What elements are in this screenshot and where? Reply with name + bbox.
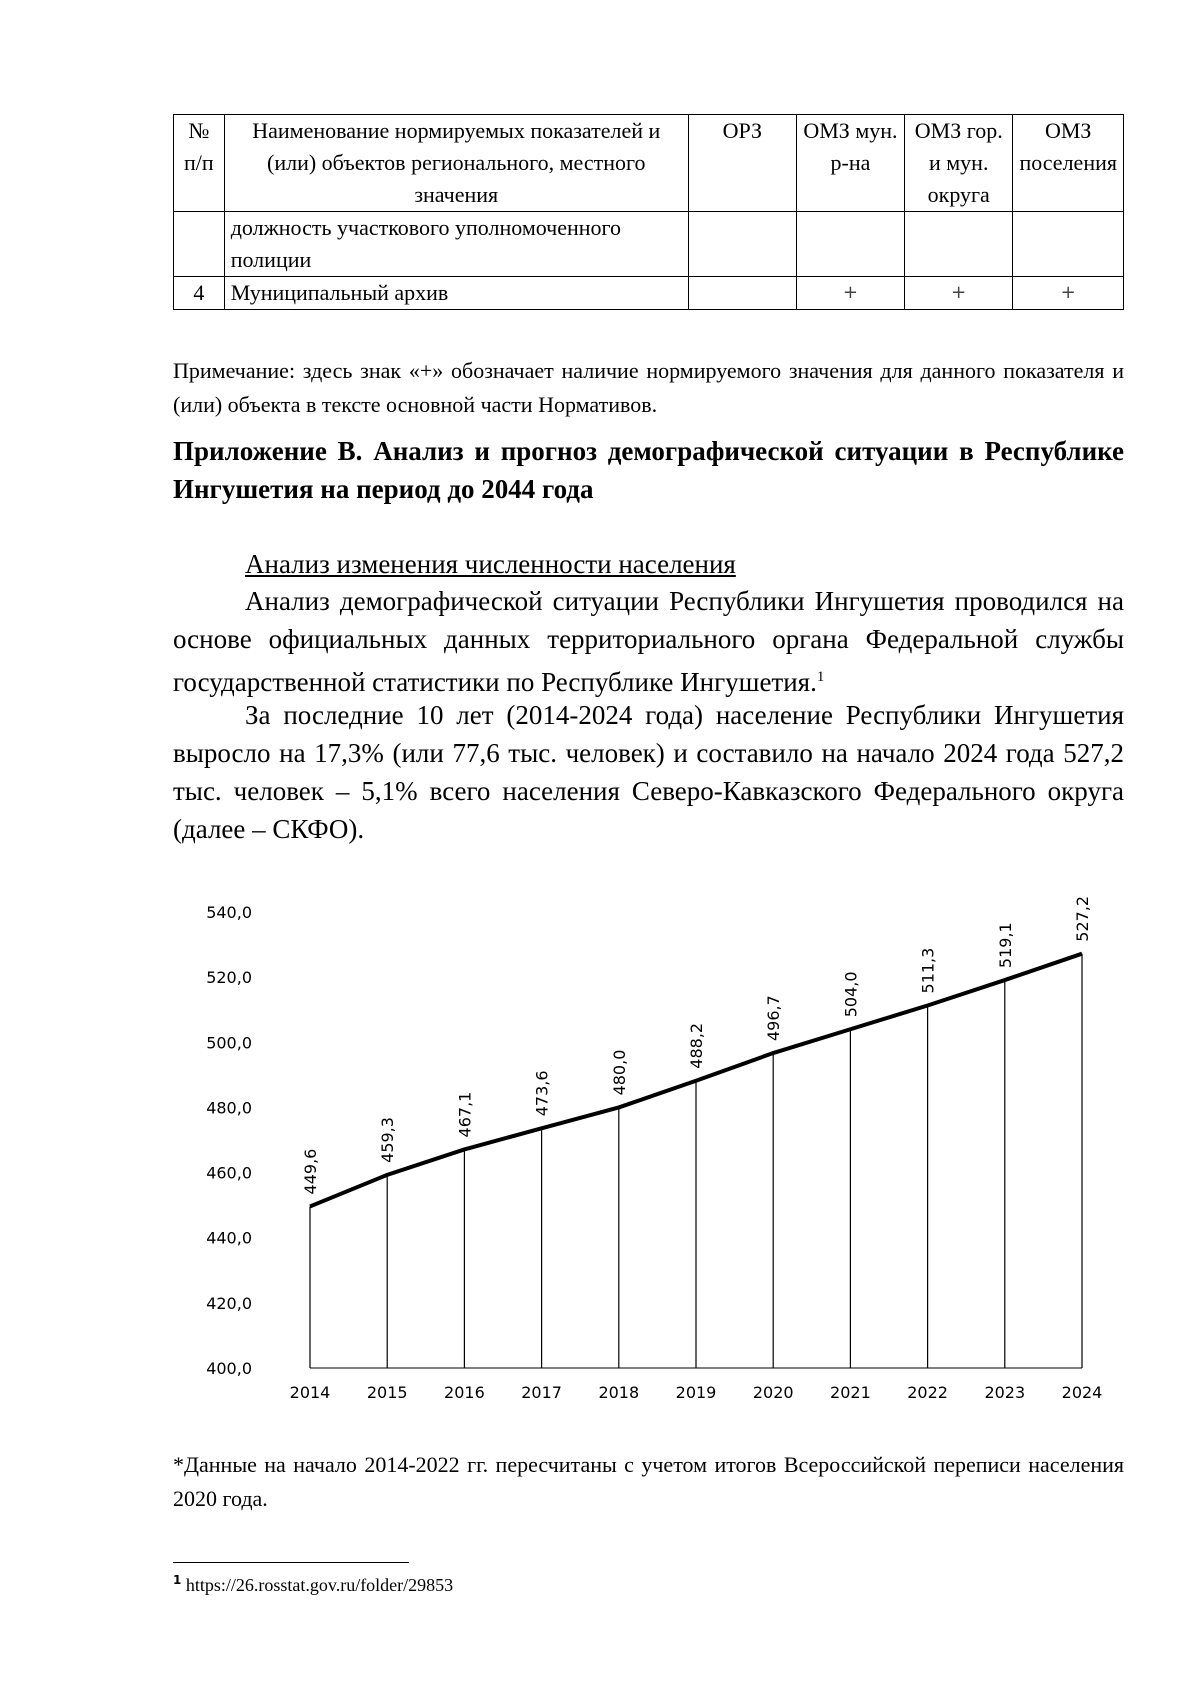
section-title: Анализ изменения численности населения	[245, 549, 736, 579]
cell-name: должность участкового уполномоченного полиции	[224, 212, 688, 277]
x-tick-label: 2019	[675, 1383, 717, 1402]
data-label: 511,3	[918, 947, 938, 994]
x-tick-label: 2024	[1061, 1383, 1103, 1402]
x-tick-label: 2021	[830, 1383, 871, 1402]
footnote-divider	[173, 1562, 409, 1563]
cell-omz-mun: +	[796, 277, 904, 310]
footnote-reference[interactable]: 1	[816, 669, 825, 685]
y-tick-label: 480,0	[206, 1098, 252, 1118]
y-tick-label: 400,0	[206, 1359, 252, 1378]
data-label: 473,6	[532, 1070, 552, 1117]
cell-num	[174, 212, 225, 277]
x-tick-label: 2015	[366, 1383, 408, 1402]
header-orz: ОРЗ	[688, 115, 796, 212]
table-header-row	[174, 115, 1124, 212]
data-label: 496,7	[764, 995, 784, 1042]
cell-omz-gor: +	[905, 277, 1013, 310]
cell-name: Муниципальный архив	[224, 277, 688, 310]
cell-num: 4	[174, 277, 225, 310]
x-tick-label: 2022	[907, 1383, 948, 1402]
header-omz-pos: ОМЗ поселения	[1013, 115, 1124, 212]
data-label: 519,1	[995, 922, 1015, 969]
cell-omz-gor	[905, 212, 1013, 277]
data-label: 527,2	[1073, 895, 1092, 942]
chart-note: *Данные на начало 2014-2022 гг. пересчитаны с учетом итогов Всероссийской переписи населения 2020 года.	[173, 1452, 1124, 1511]
data-label: 480,0	[609, 1049, 629, 1096]
data-label: 504,0	[841, 971, 861, 1018]
cell-omz-pos	[1013, 212, 1124, 277]
y-tick-label: 520,0	[206, 968, 252, 988]
cell-omz-pos: +	[1013, 277, 1124, 310]
table-row	[174, 212, 1124, 277]
y-tick-label: 440,0	[206, 1228, 252, 1248]
cell-orz	[688, 277, 796, 310]
header-omz-gor: ОМЗ гор. и мун. округа	[905, 115, 1013, 212]
cell-omz-mun	[796, 212, 904, 277]
y-tick-label: 460,0	[206, 1163, 252, 1183]
x-tick-label: 2017	[521, 1383, 562, 1402]
x-tick-label: 2020	[752, 1383, 794, 1402]
data-label: 488,2	[687, 1022, 706, 1069]
footnote-mark: 1	[173, 1573, 182, 1587]
table-row	[174, 277, 1124, 310]
header-name: Наименование нормируемых показателей и (или) объектов регионального, местного значения	[224, 115, 688, 212]
x-tick-label: 2016	[444, 1383, 485, 1402]
y-tick-label: 420,0	[206, 1293, 252, 1313]
cell-orz	[688, 212, 796, 277]
population-chart	[180, 890, 1120, 1420]
x-tick-label: 2018	[598, 1383, 640, 1402]
paragraph-2: За последние 10 лет (2014-2024 года) население Республики Ингушетия выросло на 17,3% (или 77,6 тыс. человек) и составило на начало 2024 года 527,2 тыс. человек – 5,1% всего населения Северо-Кавказского Федерального округа (далее – СКФО).	[173, 700, 1124, 844]
y-tick-label: 540,0	[206, 903, 252, 922]
paragraph-1-text: Анализ демографической ситуации Республики Ингушетия проводился на основе официальных данных территориального органа Федеральной службы государственной статистики по Республике Ингушетия.	[173, 586, 1124, 697]
x-tick-label: 2023	[984, 1383, 1026, 1402]
table-note: Примечание: здесь знак «+» обозначает наличие нормируемого значения для данного показателя и (или) объекта в тексте основной части Нормативов.	[173, 358, 1124, 417]
norms-table	[173, 114, 1124, 310]
paragraph-1	[173, 582, 1124, 701]
data-label: 467,1	[455, 1091, 475, 1138]
x-tick-label: 2014	[289, 1383, 331, 1402]
footnote	[173, 1568, 453, 1597]
data-label: 459,3	[378, 1117, 398, 1163]
data-label: 449,6	[301, 1148, 320, 1195]
appendix-title: Приложение В. Анализ и прогноз демографической ситуации в Республике Ингушетия на период до 2044 года	[173, 436, 1124, 504]
header-omz-mun: ОМЗ мун. р-на	[796, 115, 904, 212]
y-tick-label: 500,0	[206, 1033, 252, 1053]
header-num: № п/п	[174, 115, 225, 212]
footnote-link[interactable]: https://26.rosstat.gov.ru/folder/29853	[185, 1575, 454, 1595]
